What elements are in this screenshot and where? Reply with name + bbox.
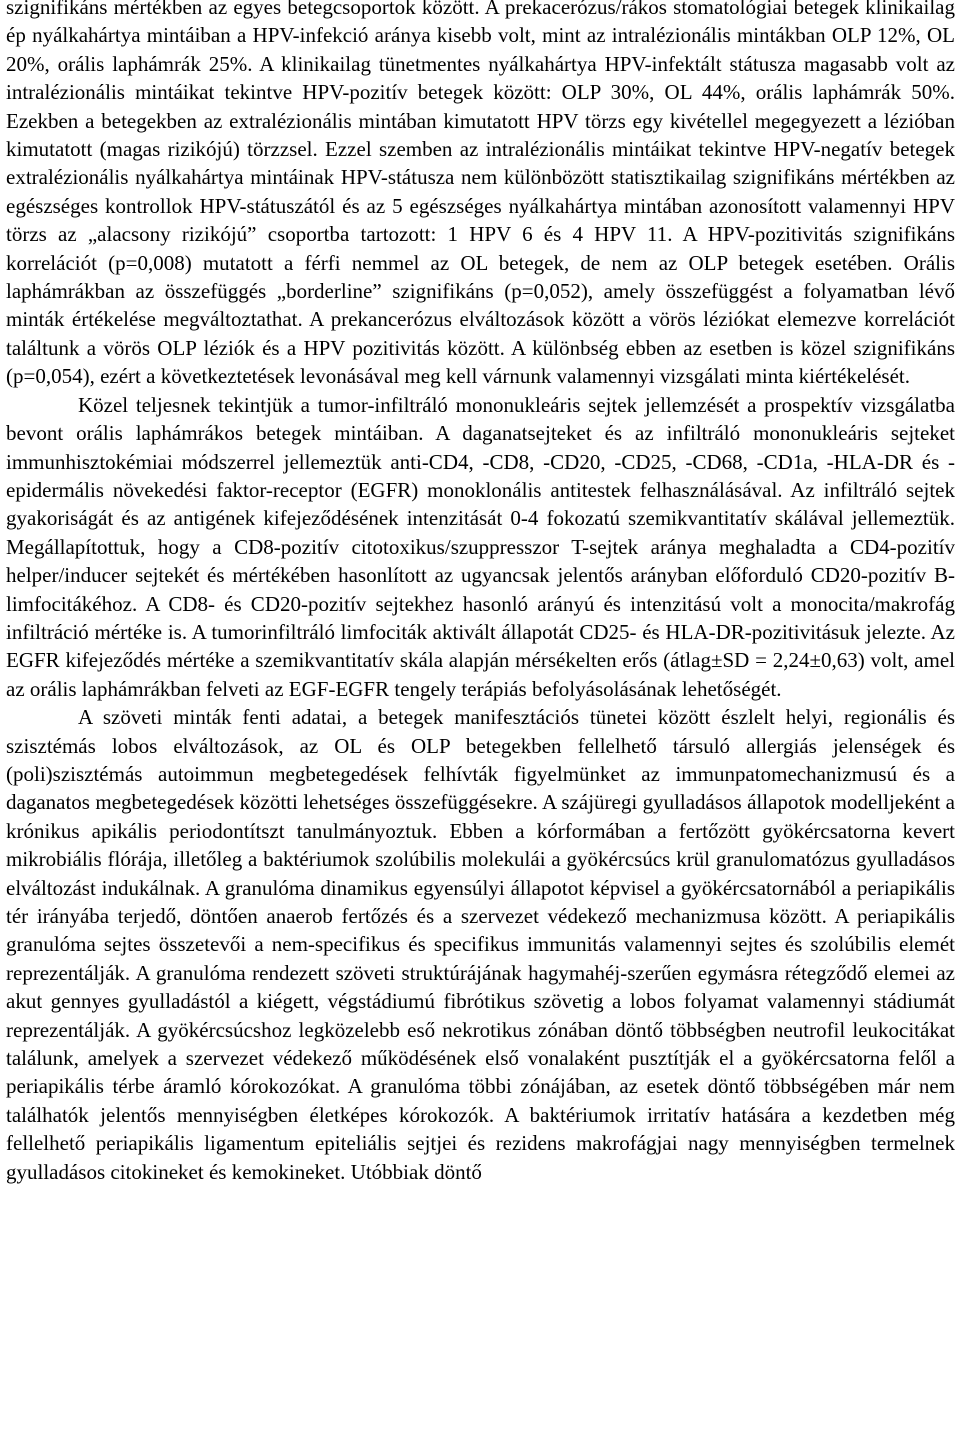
paragraph-periapical-granuloma: A szöveti minták fenti adatai, a betegek manifesztációs tünetei között észlelt helyi, regionális és szisztémás lobos elváltozások, az OL és OLP betegekben fellelhető társuló allergiás jelenségek és (poli)szisztémás autoimmun megbetegedések felhívták figyelmünket az immunpatomechanizmusú és a daganatos megbetegedések közötti lehetséges összefüggésekre. A szájüregi gyulladásos állapotok modelljeként a krónikus apikális periodontítszt tanulmányoztuk. Ebben a kórformában a fertőzött gyökércsatorna kevert mikrobiális flórája, illetőleg a baktériumok szolúbilis molekulái a gyökércsúcs krül granulomatózus gyulladásos elváltozást indukálnak. A granulóma dinamikus egyensúlyi állapotot képvisel a gyökércsatornából a periapikális tér irányába terjedő, döntően anaerob fertőzés és a szervezet védekező mechanizmusa között. A periapikális granulóma sejtes összetevői a nem-specifikus és specifikus immunitás valamennyi sejtes és szolúbilis elemét reprezentálják. A granulóma rendezett szöveti struktúrájának hagymahéj-szerűen egymásra rétegződő elemei az akut gennyes gyulladástól a kiégett, végstádiumú fibrótikus szövetig a lobos folyamat valamennyi stádiumát reprezentálják. A gyökércsúcshoz legközelebb eső nekrotikus zónában döntő többségben neutrofil leukocitákat találunk, amelyek a szervezet védekező működésének első vonalaként pusztítják el a gyökércsatorna felől a periapikális térbe áramló kórokozókat. A granulóma többi zónájában, az esetek döntő többségében már nem találhatók jelentős mennyiségben életképes kórokozók. A baktériumok irritatív hatására a kezdetben még fellelhető periapikális ligamentum epiteliális sejtjei és rezidens makrofágjai nagy mennyiségben termelnek gyulladásos citokineket és kemokineket. Utóbbiak döntő	[6, 705, 955, 1184]
paragraph-tumor-infiltrating-cells: Közel teljesnek tekintjük a tumor-infiltráló mononukleáris sejtek jellemzését a prospektív vizsgálatba bevont orális laphámrákos betegek mintáiban. A daganatsejteket és az infiltráló mononukleáris sejteket immunhisztokémiai módszerrel jellemeztük anti-CD4, -CD8, -CD20, -CD25, -CD68, -CD1a, -HLA-DR és -epidermális növekedési faktor-receptor (EGFR) monoklonális antitestek felhasználásával. Az infiltráló sejtek gyakoriságát és az antigének kifejeződésének intenzitását 0-4 fokozatú szemikvantitatív skálával jellemeztük. Megállapítottuk, hogy a CD8-pozitív citotoxikus/szuppresszor T-sejtek aránya meghaladta a CD4-pozitív helper/inducer sejtekét és mértékében hasonlított az ugyancsak jelentős arányban előforduló CD20-pozitív B-limfocitákéhoz. A CD8- és CD20-pozitív sejtekhez hasonló arányú és intenzitású volt a monocita/makrofág infiltráció mértéke is. A tumorinfiltráló limfociták aktivált állapotát CD25- és HLA-DR-pozitivitásuk jelezte. Az EGFR kifejeződés mértéke a szemikvantitatív skála alapján mérsékelten erős (átlag±SD = 2,24±0,63) volt, amel az orális laphámrákban felveti az EGF-EGFR tengely terápiás befolyásolásának lehetőségét.	[6, 392, 955, 701]
paragraph-hpv-results: szignifikáns mértékben az egyes betegcsoportok között. A prekacerózus/rákos stomatológiai betegek klinikailag ép nyálkahártya mintáiban a HPV-infekció aránya kisebb volt, mint az intralézionális mintákban OLP 12%, OL 20%, orális laphámrák 25%. A klinikailag tünetmentes nyálkahártya HPV-infektált státusza magasabb volt az intralézionális mintáikat tekintve HPV-pozitív betegek között: OLP 30%, OL 44%, orális laphámrák 50%. Ezekben a betegekben az extralézionális mintában kimutatott HPV törzs egy kivétellel megegyezett a lézióban kimutatott (magas rizikójú) törzzsel. Ezzel szemben az intralézionális mintáikat tekintve HPV-negatív betegek extralézionális nyálkahártya mintáinak HPV-státusza nem különbözött statisztikailag szignifikáns mértékben az egészséges kontrollok HPV-státuszától és az 5 egészséges nyálkahártya mintában azonosított valamennyi HPV törzs az „alacsony rizikójú” csoportba tartozott: 1 HPV 6 és 4 HPV 11. A HPV-pozitivitás szignifikáns korrelációt (p=0,008) mutatott a férfi nemmel az OL betegek, de nem az OLP betegek esetében. Orális laphámrákban az összefüggés „borderline” szignifikáns (p=0,052), amely összefüggést a folyamatban lévő minták értékelése megváltoztathat. A prekancerózus elváltozások között a vörös léziókat elemezve korrelációt találtunk a vörös OLP léziók és a HPV pozitivitás között. A különbség ebben az esetben is közel szignifikáns (p=0,054), ezért a következtetések levonásával meg kell várnunk valamennyi vizsgálati minta kiértékelését.	[6, 0, 955, 389]
